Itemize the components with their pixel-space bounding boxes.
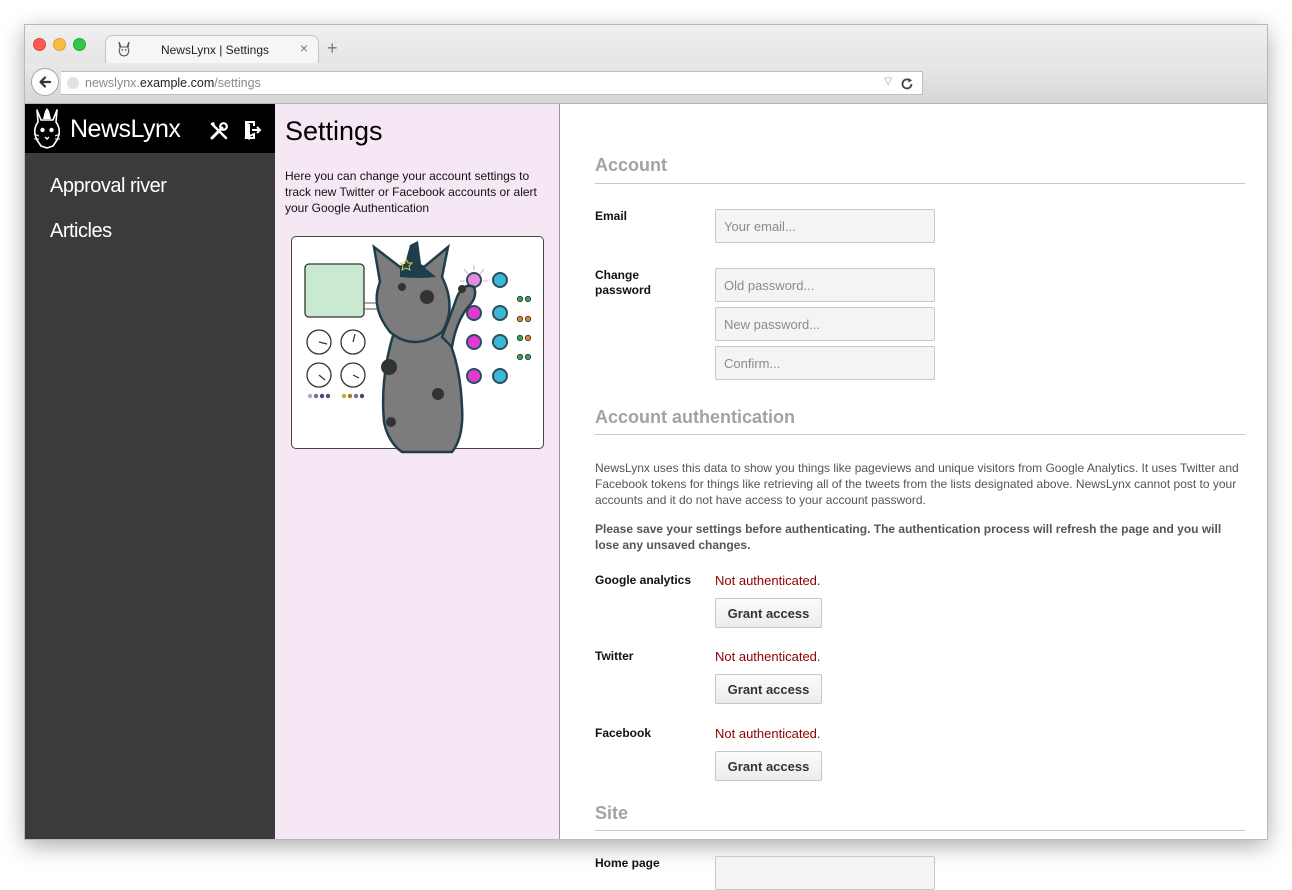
tab-close-icon[interactable]: × (299, 40, 308, 56)
facebook-label: Facebook (595, 726, 652, 740)
section-divider (595, 830, 1245, 831)
browser-tab[interactable] (105, 35, 319, 65)
email-input[interactable] (715, 209, 935, 243)
section-title-account: Account (595, 155, 667, 175)
home-page-input[interactable] (715, 856, 935, 890)
change-password-label: Change password (595, 268, 652, 297)
nav-item-articles[interactable]: Articles (50, 220, 112, 242)
settings-form (560, 104, 1267, 870)
confirm-password-input[interactable] (715, 346, 935, 380)
site-info-icon[interactable] (67, 77, 79, 89)
description-panel (275, 104, 560, 839)
url-text[interactable]: newslynx.example.com/settings (85, 76, 261, 90)
tab-title: NewsLynx | Settings (160, 43, 270, 57)
back-button[interactable] (31, 68, 59, 96)
section-title-authentication: Account authentication (595, 407, 796, 427)
nav-item-approval-river[interactable]: Approval river (50, 175, 167, 197)
section-divider (595, 434, 1245, 435)
lynx-logo-icon[interactable] (31, 108, 63, 150)
history-dropdown-icon[interactable]: ▽ (884, 76, 892, 87)
authentication-warning: Please save your settings before authenticating. The authentication process will refresh the page and you will lose any unsaved changes. (595, 522, 1222, 552)
brand-bar (25, 104, 275, 153)
section-divider (595, 183, 1245, 184)
close-window-button[interactable] (33, 38, 46, 51)
old-password-input[interactable] (715, 268, 935, 302)
back-arrow-icon (38, 75, 52, 89)
tab-bar (25, 25, 1267, 63)
section-title-site: Site (595, 803, 629, 823)
twitter-status: Not authenticated. (715, 649, 821, 664)
twitter-label: Twitter (595, 649, 634, 663)
google-analytics-status: Not authenticated. (715, 573, 821, 588)
browser-toolbar (25, 63, 1267, 104)
logout-icon[interactable] (242, 120, 262, 140)
brand-name[interactable]: NewsLynx (70, 115, 181, 143)
facebook-grant-button[interactable]: Grant access (715, 751, 822, 781)
new-password-input[interactable] (715, 307, 935, 341)
lynx-control-panel-illustration-icon (292, 237, 543, 448)
minimize-window-button[interactable] (53, 38, 66, 51)
email-label: Email (595, 209, 628, 223)
app-sidebar (25, 104, 275, 839)
google-analytics-label: Google analytics (595, 573, 692, 587)
google-analytics-grant-button[interactable]: Grant access (715, 598, 822, 628)
zoom-window-button[interactable] (73, 38, 86, 51)
lynx-wizard-illustration (291, 236, 544, 449)
lynx-favicon-icon (116, 41, 132, 57)
home-page-label: Home page (595, 856, 660, 870)
page-description: Here you can change your account settings to track new Twitter or Facebook accounts or alert your Google Authentication (285, 169, 537, 215)
facebook-status: Not authenticated. (715, 726, 821, 741)
new-tab-button[interactable]: + (327, 38, 338, 58)
authentication-note: NewsLynx uses this data to show you things like pageviews and unique visitors from Google Analytics. It uses Twitter and Facebook tokens for things like retrieving all of the tweets from the lists designated above. NewsLynx cannot post to your accounts and it do not have access to your account password. (595, 461, 1239, 507)
page-title: Settings (285, 116, 383, 146)
reload-icon[interactable] (900, 77, 914, 91)
settings-tools-icon[interactable] (209, 121, 229, 141)
browser-window (25, 25, 1267, 870)
address-bar[interactable] (61, 71, 923, 95)
twitter-grant-button[interactable]: Grant access (715, 674, 822, 704)
